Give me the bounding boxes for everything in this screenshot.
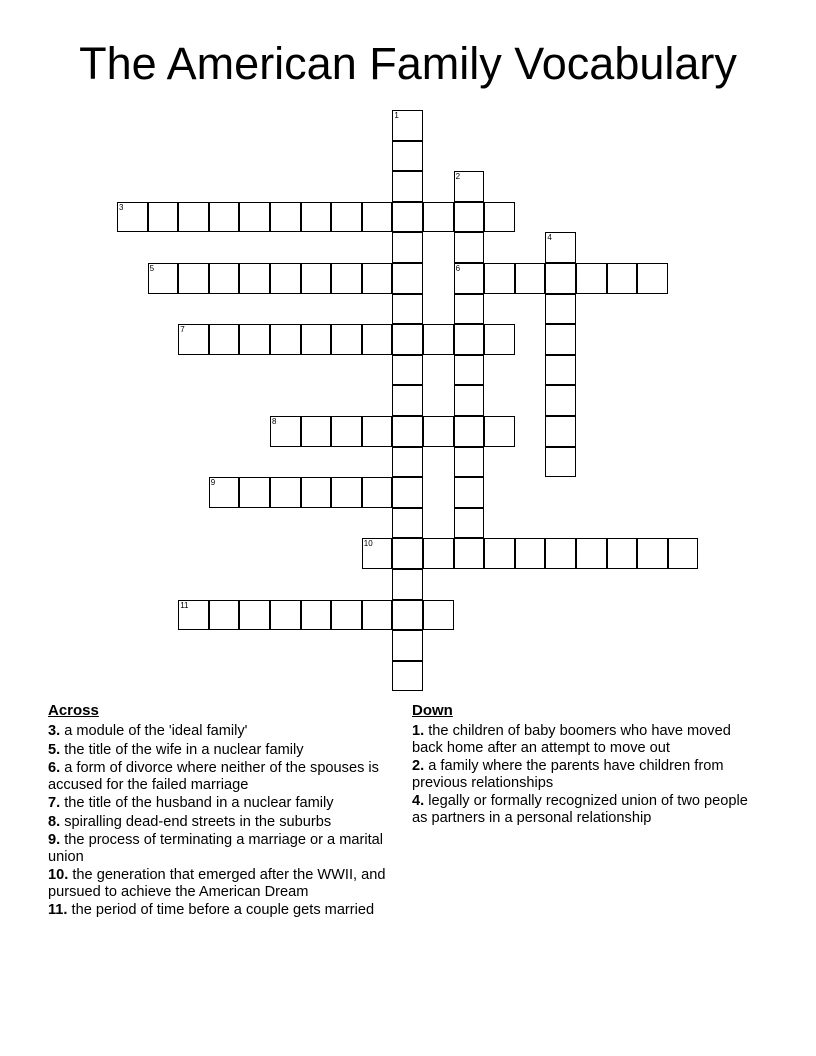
grid-cell[interactable] — [239, 324, 270, 355]
grid-cell[interactable] — [239, 600, 270, 631]
grid-cell[interactable] — [239, 263, 270, 294]
clue-number: 10 — [363, 539, 373, 549]
grid-cell[interactable] — [545, 538, 576, 569]
grid-cell[interactable] — [301, 202, 332, 233]
grid-cell[interactable] — [423, 202, 454, 233]
grid-cell[interactable] — [423, 538, 454, 569]
grid-cell[interactable] — [270, 477, 301, 508]
across-clues — [48, 702, 388, 921]
grid-cell[interactable] — [148, 263, 179, 294]
down-heading: Down — [412, 702, 453, 719]
grid-cell[interactable] — [392, 294, 423, 325]
grid-cell[interactable] — [545, 232, 576, 263]
grid-cell[interactable] — [209, 600, 240, 631]
clue-down-1: 1. the children of baby boomers who have moved back home after an attempt to move out — [412, 723, 731, 756]
clue-across-7: 7. the title of the husband in a nuclear family — [48, 795, 334, 811]
grid-cell[interactable] — [392, 232, 423, 263]
grid-cell[interactable] — [484, 324, 515, 355]
grid-cell[interactable] — [362, 538, 393, 569]
grid-cell[interactable] — [454, 294, 485, 325]
grid-cell[interactable] — [392, 477, 423, 508]
grid-cell[interactable] — [362, 477, 393, 508]
grid-cell[interactable] — [178, 202, 209, 233]
grid-cell[interactable] — [331, 263, 362, 294]
grid-cell[interactable] — [362, 202, 393, 233]
grid-cell[interactable] — [484, 416, 515, 447]
clue-down-2: 2. a family where the parents have children from previous relationships — [412, 758, 724, 791]
grid-cell[interactable] — [637, 538, 668, 569]
grid-cell[interactable] — [209, 263, 240, 294]
grid-cell[interactable] — [392, 447, 423, 478]
grid-cell[interactable] — [545, 416, 576, 447]
clue-number: 6 — [455, 264, 461, 273]
clue-number: 9 — [210, 478, 216, 488]
clue-down-4: 4. legally or formally recognized union of two people as partners in a personal relationship — [412, 793, 748, 826]
grid-cell[interactable] — [270, 324, 301, 355]
grid-cell[interactable] — [668, 538, 699, 569]
grid-cell[interactable] — [454, 263, 485, 294]
grid-cell[interactable] — [607, 263, 638, 294]
grid-cell[interactable] — [454, 447, 485, 478]
grid-cell[interactable] — [454, 416, 485, 447]
clue-across-3: 3. a module of the 'ideal family' — [48, 723, 248, 739]
grid-cell[interactable] — [392, 600, 423, 631]
across-heading: Across — [48, 702, 99, 719]
grid-cell[interactable] — [454, 171, 485, 202]
grid-cell[interactable] — [454, 355, 485, 386]
grid-cell[interactable] — [637, 263, 668, 294]
clue-number: 5 — [149, 264, 155, 273]
grid-cell[interactable] — [331, 416, 362, 447]
grid-cell[interactable] — [392, 385, 423, 416]
grid-cell[interactable] — [454, 232, 485, 263]
grid-cell[interactable] — [392, 110, 423, 141]
grid-cell[interactable] — [392, 569, 423, 600]
grid-cell[interactable] — [607, 538, 638, 569]
grid-cell[interactable] — [392, 324, 423, 355]
down-clues — [412, 702, 752, 828]
grid-cell[interactable] — [301, 416, 332, 447]
grid-cell[interactable] — [331, 477, 362, 508]
grid-cell[interactable] — [423, 600, 454, 631]
grid-cell[interactable] — [148, 202, 179, 233]
grid-cell[interactable] — [515, 263, 546, 294]
grid-cell[interactable] — [392, 263, 423, 294]
grid-cell[interactable] — [362, 263, 393, 294]
grid-cell[interactable] — [331, 202, 362, 233]
grid-cell[interactable] — [117, 202, 148, 233]
grid-cell[interactable] — [331, 600, 362, 631]
grid-cell[interactable] — [454, 202, 485, 233]
grid-cell[interactable] — [545, 294, 576, 325]
grid-cell[interactable] — [270, 416, 301, 447]
clue-number: 2 — [455, 172, 461, 182]
grid-cell[interactable] — [392, 416, 423, 447]
grid-cell[interactable] — [454, 538, 485, 569]
grid-cell[interactable] — [362, 600, 393, 631]
grid-cell[interactable] — [178, 600, 209, 631]
grid-cell[interactable] — [301, 263, 332, 294]
grid-cell[interactable] — [239, 202, 270, 233]
clue-number: 7 — [180, 325, 185, 335]
grid-cell[interactable] — [545, 263, 576, 294]
grid-cell[interactable] — [545, 355, 576, 386]
grid-cell[interactable] — [454, 324, 485, 355]
grid-cell[interactable] — [576, 263, 607, 294]
grid-cell[interactable] — [392, 355, 423, 386]
clue-across-9: 9. the process of terminating a marriage or a marital union — [48, 832, 384, 865]
grid-cell[interactable] — [209, 202, 240, 233]
clue-across-11: 11. the period of time before a couple gets married — [48, 902, 375, 918]
grid-cell[interactable] — [178, 324, 209, 355]
grid-cell[interactable] — [270, 600, 301, 631]
clue-number: 3 — [119, 202, 124, 212]
grid-cell[interactable] — [392, 202, 423, 233]
grid-cell[interactable] — [392, 141, 423, 172]
grid-cell[interactable] — [392, 630, 423, 661]
grid-cell[interactable] — [515, 538, 546, 569]
grid-cell[interactable] — [484, 263, 515, 294]
grid-cell[interactable] — [576, 538, 607, 569]
grid-cell[interactable] — [392, 538, 423, 569]
grid-cell[interactable] — [301, 477, 332, 508]
clue-across-8: 8. spiralling dead-end streets in the suburbs — [48, 813, 332, 830]
clue-across-5: 5. the title of the wife in a nuclear family — [48, 741, 304, 758]
grid-cell[interactable] — [392, 171, 423, 202]
grid-cell[interactable] — [392, 661, 423, 692]
grid-cell[interactable] — [545, 324, 576, 355]
page-title: The American Family Vocabulary — [79, 38, 737, 89]
grid-cell[interactable] — [331, 324, 362, 355]
grid-cell[interactable] — [423, 416, 454, 447]
grid-cell[interactable] — [270, 202, 301, 233]
clue-number: 4 — [547, 233, 552, 243]
grid-cell[interactable] — [545, 385, 576, 416]
grid-cell[interactable] — [392, 508, 423, 539]
grid-cell[interactable] — [454, 477, 485, 508]
grid-cell[interactable] — [362, 416, 393, 447]
grid-cell[interactable] — [209, 477, 240, 508]
grid-cell[interactable] — [178, 263, 209, 294]
grid-cell[interactable] — [484, 538, 515, 569]
grid-cell[interactable] — [270, 263, 301, 294]
clue-across-6: 6. a form of divorce where neither of the spouses is accused for the failed marriage — [48, 760, 379, 793]
grid-cell[interactable] — [301, 324, 332, 355]
grid-cell[interactable] — [239, 477, 270, 508]
grid-cell[interactable] — [362, 324, 393, 355]
grid-cell[interactable] — [545, 447, 576, 478]
clue-number: 8 — [272, 417, 277, 426]
grid-cell[interactable] — [454, 385, 485, 416]
grid-cell[interactable] — [301, 600, 332, 631]
clue-number: 11 — [180, 600, 189, 610]
clue-across-10: 10. the generation that emerged after the WWII, and pursued to achieve the American Dream — [48, 867, 386, 900]
grid-cell[interactable] — [423, 324, 454, 355]
grid-cell[interactable] — [454, 508, 485, 539]
clue-number: 1 — [394, 111, 399, 120]
grid-cell[interactable] — [484, 202, 515, 233]
grid-cell[interactable] — [209, 324, 240, 355]
